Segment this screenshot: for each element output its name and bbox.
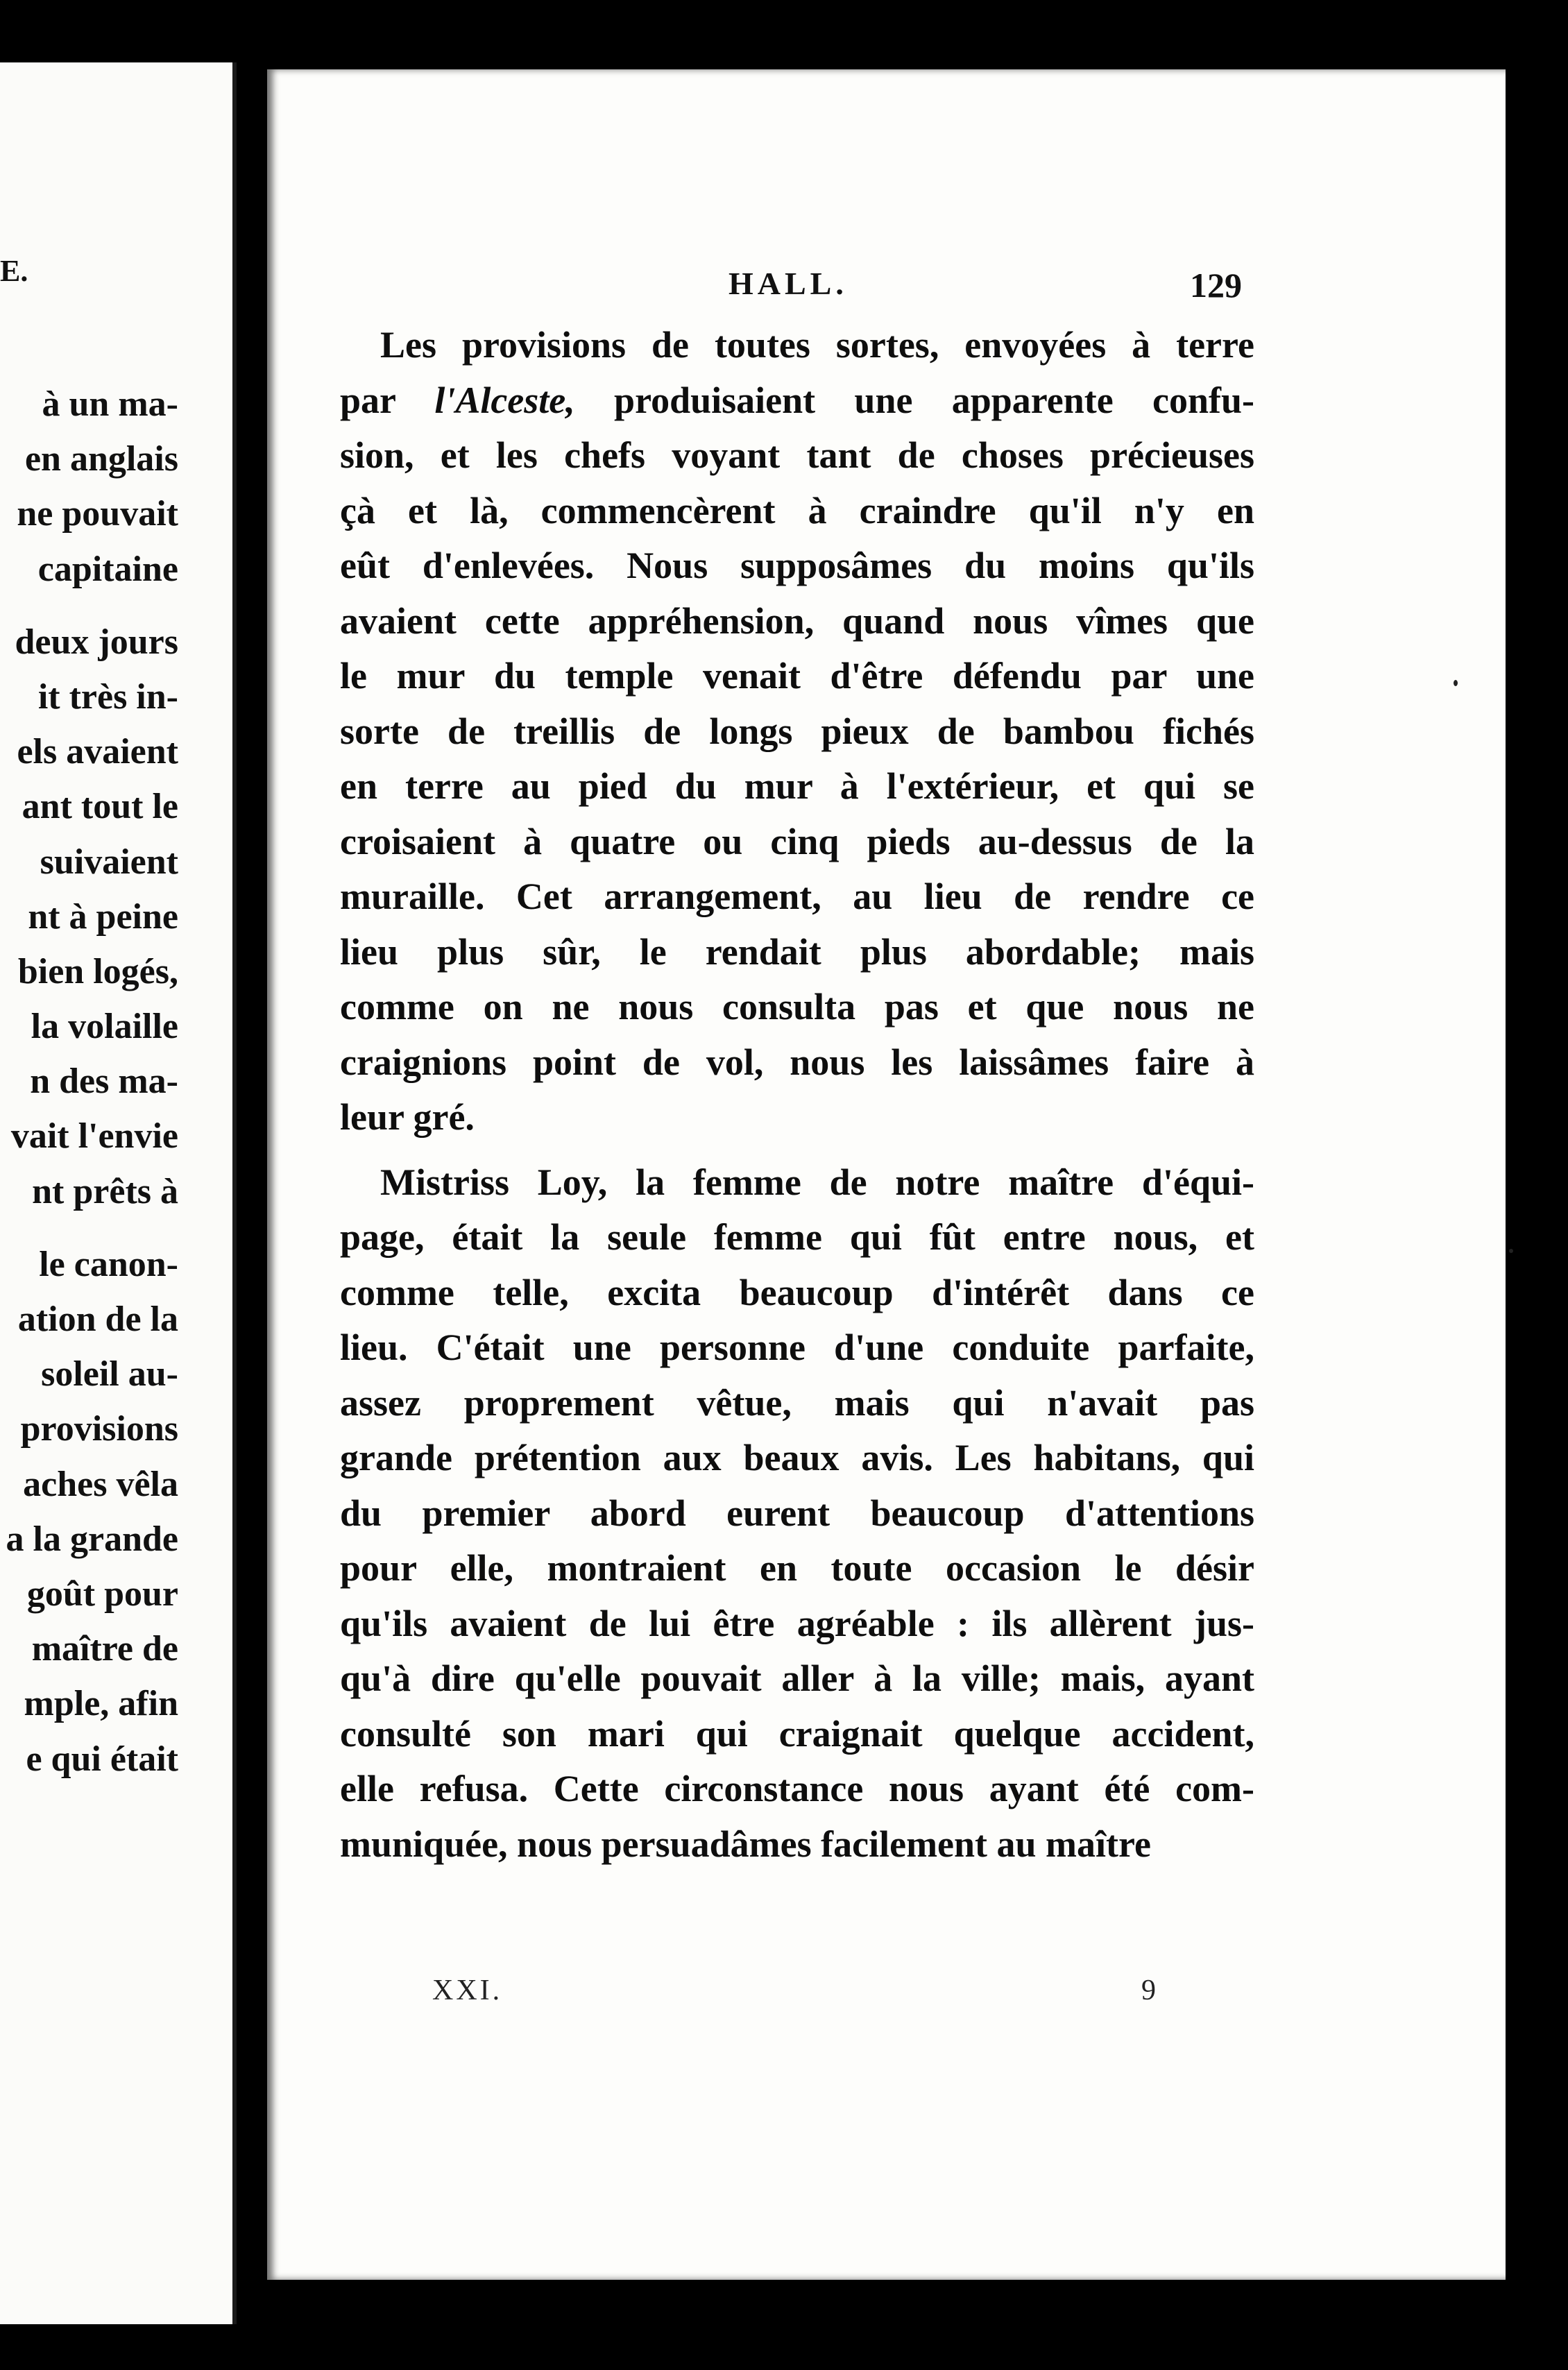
text-line: comme on ne nous consulta pas et que nous ne xyxy=(340,986,1254,1028)
signature-mark: XXI. xyxy=(432,1975,503,2006)
left-page-line: à un ma- xyxy=(42,384,178,424)
text-line: elle refusa. Cette circonstance nous ayant été com- xyxy=(340,1768,1254,1809)
text-line xyxy=(340,373,1254,429)
text-line: Les provisions de toutes sortes, envoyées à terre xyxy=(380,324,1254,366)
text-line: le mur du temple venait d'être défendu par une xyxy=(340,655,1254,697)
text-line: sion, et les chefs voyant tant de choses précieuses xyxy=(340,434,1254,476)
left-page-line: la volaille xyxy=(31,1007,178,1047)
left-page-line: capitaine xyxy=(37,549,178,589)
ink-speck xyxy=(1454,680,1458,686)
left-page-line: ation de la xyxy=(17,1299,178,1339)
text-line: craignions point de vol, nous les laissâmes faire à xyxy=(340,1041,1254,1083)
left-page-fragment xyxy=(0,62,237,2324)
text-line: du premier abord eurent beaucoup d'attentions xyxy=(340,1492,1254,1534)
text-line: Mistriss Loy, la femme de notre maître d'équi- xyxy=(380,1161,1254,1203)
sheet-number: 9 xyxy=(1141,1975,1156,2006)
left-page-line: soleil au- xyxy=(41,1354,178,1395)
text-line: page, était la seule femme qui fût entre nous, et xyxy=(340,1216,1254,1258)
left-page-line: els avaient xyxy=(17,732,178,772)
ship-name-italic: l'Alceste, xyxy=(434,379,575,421)
body-text xyxy=(340,318,1254,1872)
text-segment: par xyxy=(340,379,435,421)
left-page-line: nt prêts à xyxy=(32,1171,178,1211)
left-page-line: e qui était xyxy=(26,1739,178,1779)
main-page xyxy=(267,69,1506,2280)
left-page-line: en anglais xyxy=(24,439,178,479)
left-page-text xyxy=(0,377,178,1787)
left-page-line: a la grande xyxy=(6,1519,178,1559)
text-line: en terre au pied du mur à l'extérieur, et qui se xyxy=(340,765,1254,807)
left-page-line: maître de xyxy=(31,1629,178,1669)
text-line: comme telle, excita beaucoup d'intérêt dans ce xyxy=(340,1271,1254,1313)
text-line: qu'à dire qu'elle pouvait aller à la ville; mais, ayant xyxy=(340,1657,1254,1699)
left-page-line: mple, afin xyxy=(24,1684,178,1724)
left-page-line: ne pouvait xyxy=(17,494,178,534)
left-page-line-gap xyxy=(0,1219,178,1237)
running-head-title: HALL. xyxy=(728,266,848,301)
left-page-line: vait l'envie xyxy=(10,1116,178,1157)
text-line: lieu plus sûr, le rendait plus abordable; mais xyxy=(340,930,1254,973)
text-line: assez proprement vêtue, mais qui n'avait pas xyxy=(340,1381,1254,1424)
text-line: grande prétention aux beaux avis. Les habitans, qui xyxy=(340,1437,1254,1478)
text-line: çà et là, commencèrent à craindre qu'il n'y en xyxy=(340,489,1254,531)
left-page-line: n des ma- xyxy=(30,1062,178,1102)
left-page-header-fragment: E. xyxy=(0,254,28,288)
left-page-line: bien logés, xyxy=(17,951,178,991)
left-page-line: le canon- xyxy=(39,1244,178,1284)
left-page-line: suivaient xyxy=(40,842,178,882)
text-line: leur gré. xyxy=(340,1096,475,1138)
ink-speck xyxy=(1509,1249,1513,1253)
left-page-line: nt à peine xyxy=(28,896,178,937)
text-line: lieu. C'était une personne d'une conduite parfaite, xyxy=(340,1327,1254,1368)
text-line: eût d'enlevées. Nous supposâmes du moins qu'ils xyxy=(340,545,1254,586)
left-page-line: it très in- xyxy=(37,676,178,717)
left-page-line: goût pour xyxy=(26,1574,178,1614)
left-page-line-gap xyxy=(0,597,178,615)
text-line: consulté son mari qui craignait quelque accident, xyxy=(340,1712,1254,1755)
text-line: muraille. Cet arrangement, au lieu de rendre ce xyxy=(340,876,1254,917)
left-page-line: aches vêla xyxy=(23,1464,178,1504)
text-line: croisaient à quatre ou cinq pieds au-dessus de la xyxy=(340,820,1254,862)
text-line: qu'ils avaient de lui être agréable : ils allèrent jus- xyxy=(340,1602,1254,1644)
text-line: avaient cette appréhension, quand nous vîmes que xyxy=(340,599,1254,642)
left-page-line: deux jours xyxy=(15,622,178,662)
page-number: 129 xyxy=(1190,266,1242,305)
left-page-line: provisions xyxy=(20,1409,178,1449)
text-line: sorte de treillis de longs pieux de bambou fichés xyxy=(340,710,1254,752)
paragraph-gap xyxy=(340,1145,1254,1155)
text-line: muniquée, nous persuadâmes facilement au maître xyxy=(340,1823,1151,1865)
text-line: pour elle, montraient en toute occasion le désir xyxy=(340,1547,1254,1589)
left-page-line: ant tout le xyxy=(22,787,178,827)
text-segment: produisaient une apparente confu- xyxy=(574,379,1254,421)
